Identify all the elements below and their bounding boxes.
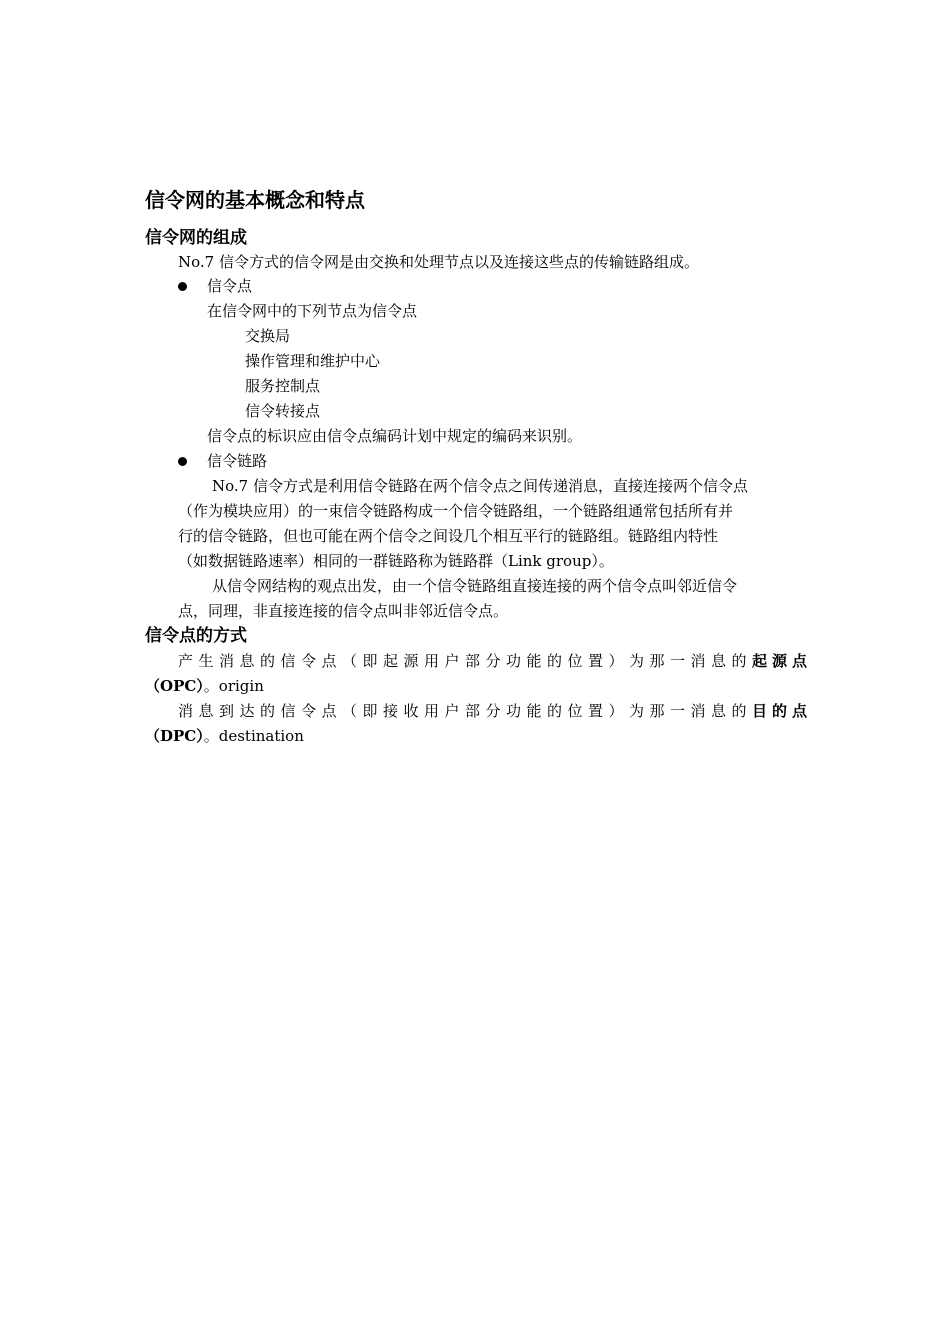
opc-line-2	[145, 675, 264, 697]
adjacency-paragraph-line: 从信令网结构的观点出发，由一个信令链路组直接连接的两个信令点叫邻近信令	[212, 577, 738, 595]
link-paragraph-line: No.7 信令方式是利用信令链路在两个信令点之间传递消息，直接连接两个信令点	[212, 477, 748, 495]
opc-tail: 。origin	[203, 677, 264, 695]
section-heading-composition: 信令网的组成	[145, 228, 247, 248]
list-item: 交换局	[245, 327, 291, 345]
list-item: 信令转接点	[245, 402, 321, 420]
opc-line-1	[178, 650, 813, 672]
dpc-line-2	[145, 725, 304, 747]
opc-abbr: （OPC）	[145, 677, 204, 695]
list-item: 操作管理和维护中心	[245, 352, 381, 370]
signaling-point-lead: 在信令网中的下列节点为信令点	[207, 302, 418, 320]
link-paragraph-line: （如数据链路速率）相同的一群链路称为链路群（Link group）。	[178, 552, 614, 570]
bullet-label-signaling-point: 信令点	[207, 277, 253, 295]
adjacency-paragraph-line: 点，同理，非直接连接的信令点叫非邻近信令点。	[178, 602, 509, 620]
bullet-label-signaling-link: 信令链路	[207, 452, 268, 470]
opc-term: 起源点	[752, 652, 813, 670]
opc-text: 产生消息的信令点（即起源用户部分功能的位置）为那一消息的	[178, 652, 753, 670]
link-paragraph-line: （作为模块应用）的一束信令链路构成一个信令链路组，一个链路组通常包括所有并	[178, 502, 734, 520]
section-heading-point-modes: 信令点的方式	[145, 626, 247, 646]
document-title: 信令网的基本概念和特点	[145, 188, 365, 212]
dpc-tail: 。destination	[203, 727, 304, 745]
bullet-dot	[178, 282, 187, 291]
signaling-point-note: 信令点的标识应由信令点编码计划中规定的编码来识别。	[207, 427, 583, 445]
dpc-line-1	[178, 700, 813, 722]
bullet-dot	[178, 457, 187, 466]
dpc-text: 消息到达的信令点（即接收用户部分功能的位置）为那一消息的	[178, 702, 753, 720]
list-item: 服务控制点	[245, 377, 321, 395]
dpc-term: 目的点	[752, 702, 813, 720]
dpc-abbr: （DPC）	[145, 727, 204, 745]
link-paragraph-line: 行的信令链路，但也可能在两个信令之间设几个相互平行的链路组。链路组内特性	[178, 527, 719, 545]
intro-paragraph: No.7 信令方式的信令网是由交换和处理节点以及连接这些点的传输链路组成。	[178, 253, 699, 271]
